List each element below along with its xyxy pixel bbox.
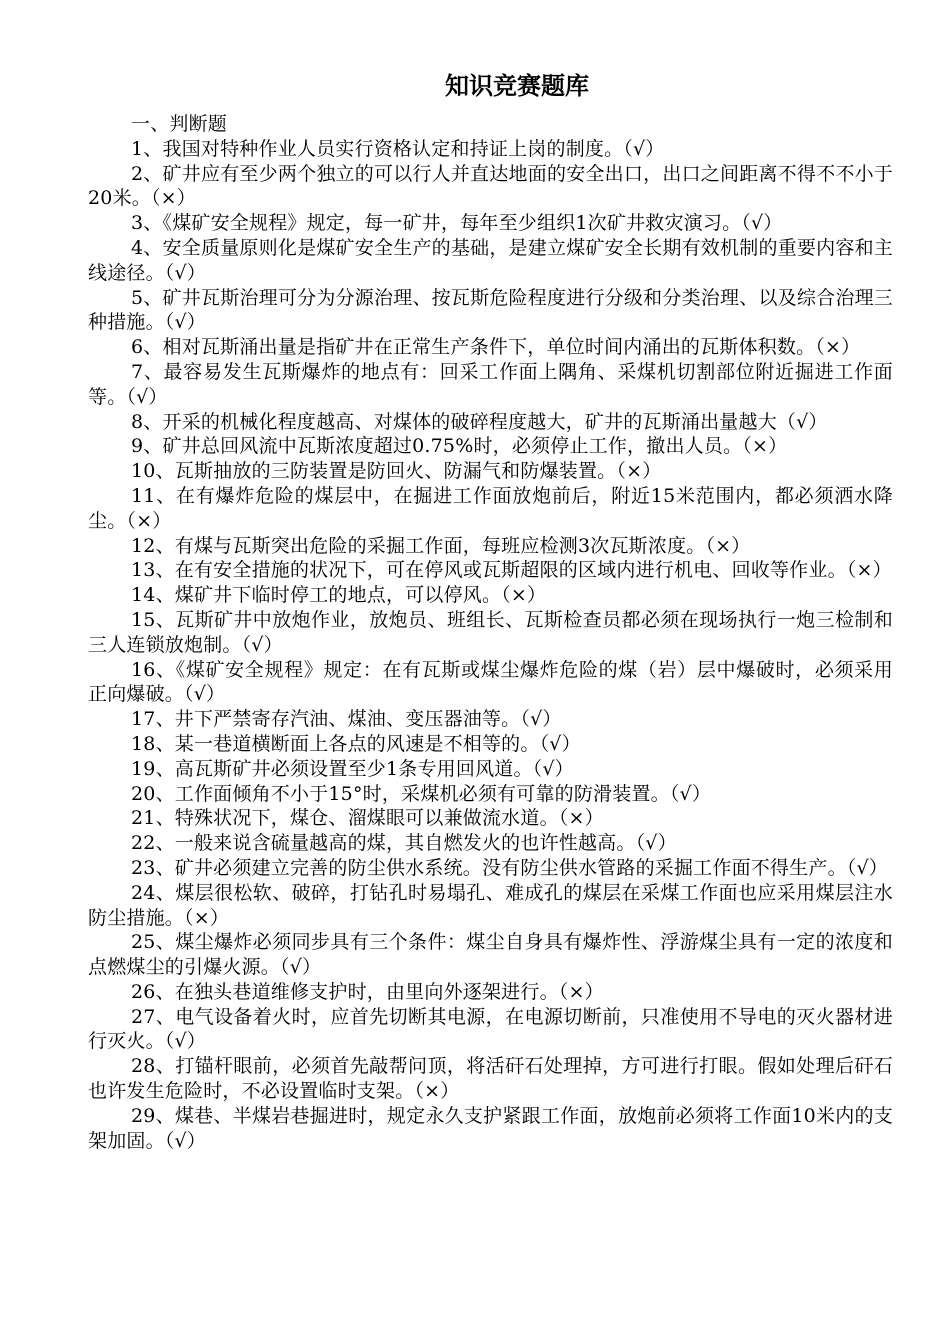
question-item: 22、一般来说含硫量越高的煤，其自燃发火的也许性越高。（√） <box>131 832 677 855</box>
question-item: 25、煤尘爆炸必须同步具有三个条件：煤尘自身具有爆炸性、浮游煤尘具有一定的浓度和点燃煤尘的引爆火源。（√） <box>88 931 893 979</box>
question-item: 13、在有安全措施的状况下，可在停风或瓦斯超限的区域内进行机电、回收等作业。（×） <box>131 559 892 582</box>
question-item: 29、煤巷、半煤岩巷掘进时，规定永久支护紧跟工作面，放炮前必须将工作面10米内的支架加固。（√） <box>88 1104 893 1152</box>
section-heading: 一、判断题 <box>131 113 228 135</box>
question-item: 14、煤矿井下临时停工的地点，可以停风。（×） <box>131 584 547 607</box>
question-item: 19、高瓦斯矿井必须设置至少1条专用回风道。（√） <box>131 757 574 780</box>
document-title: 知识竞赛题库 <box>445 72 589 100</box>
question-item: 5、矿井瓦斯治理可分为分源治理、按瓦斯危险程度进行分级和分类治理、以及综合治理三种措施。（√） <box>88 286 893 334</box>
question-item: 10、瓦斯抽放的三防装置是防回火、防漏气和防爆装置。（×） <box>131 460 662 483</box>
question-item: 20、工作面倾角不小于15°时，采煤机必须有可靠的防滑装置。（√） <box>131 782 712 805</box>
question-item: 2、矿井应有至少两个独立的可以行人并直达地面的安全出口，出口之间距离不得不不小于20米。（×） <box>88 162 893 210</box>
question-item: 6、相对瓦斯涌出量是指矿井在正常生产条件下，单位时间内涌出的瓦斯体积数。（×） <box>131 336 861 359</box>
question-list <box>88 137 893 1154</box>
question-item: 28、打锚杆眼前，必须首先敲帮问顶，将活矸石处理掉，方可进行打眼。假如处理后矸石也许发生危险时，不必设置临时支架。（×） <box>88 1055 893 1103</box>
question-item: 7、最容易发生瓦斯爆炸的地点有：回采工作面上隅角、采煤机切割部位附近掘进工作面等。（√） <box>88 360 893 408</box>
question-item: 15、瓦斯矿井中放炮作业，放炮员、班组长、瓦斯检查员都必须在现场执行一炮三检制和三人连锁放炮制。（√） <box>88 608 893 656</box>
question-item: 21、特殊状况下，煤仓、溜煤眼可以兼做流水道。（×） <box>131 807 604 830</box>
question-item: 11、在有爆炸危险的煤层中，在掘进工作面放炮前后，附近15米范围内，都必须洒水降尘。（×） <box>88 484 893 532</box>
question-item: 12、有煤与瓦斯突出危险的采掘工作面，每班应检测3次瓦斯浓度。（×） <box>131 534 751 557</box>
question-item: 4、安全质量原则化是煤矿安全生产的基础，是建立煤矿安全长期有效机制的重要内容和主线途径。（√） <box>88 236 893 284</box>
question-item: 17、井下严禁寄存汽油、煤油、变压器油等。（√） <box>131 708 562 731</box>
question-item: 1、我国对特种作业人员实行资格认定和持证上岗的制度。（√） <box>131 137 665 160</box>
question-item: 16、《煤矿安全规程》规定：在有瓦斯或煤尘爆炸危险的煤（岩）层中爆破时，必须采用正向爆破。（√） <box>88 658 893 706</box>
document-body <box>88 112 893 1153</box>
question-item: 26、在独头巷道维修支护时，由里向外逐架进行。（×） <box>131 980 604 1003</box>
question-item: 24、煤层很松软、破碎，打钻孔时易塌孔、难成孔的煤层在采煤工作面也应采用煤层注水防尘措施。（×） <box>88 881 893 929</box>
question-item: 8、开采的机械化程度越高、对煤体的破碎程度越大，矿井的瓦斯涌出量越大（√） <box>131 410 828 433</box>
question-item: 18、某一巷道横断面上各点的风速是不相等的。（√） <box>131 732 581 755</box>
question-item: 27、电气设备着火时，应首先切断其电源，在电源切断前，只准使用不导电的灭火器材进行灭火。（√） <box>88 1005 893 1053</box>
question-item: 9、矿井总回风流中瓦斯浓度超过0.75%时，必须停止工作，撤出人员。（×） <box>131 435 788 458</box>
question-item: 23、矿井必须建立完善的防尘供水系统。没有防尘供水管路的采掘工作面不得生产。（√） <box>131 856 888 879</box>
question-item: 3、《煤矿安全规程》规定，每一矿井，每年至少组织1次矿井救灾演习。（√） <box>131 212 783 235</box>
